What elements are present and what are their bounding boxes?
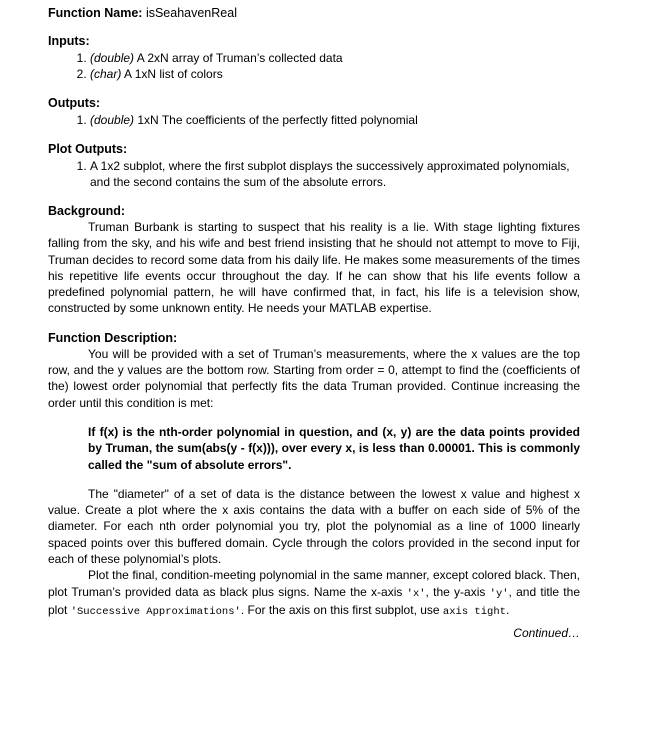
text-run: Plot the final, condition-meeting polynomial in the same manner, except colored black. Then, plot Truman’s provided data as black plus signs. Name the x-axis: [48, 568, 580, 599]
code-y-label: 'y': [489, 587, 509, 600]
plot-outputs-heading: Plot Outputs:: [48, 142, 128, 156]
function-name-line: [48, 6, 580, 20]
function-description-section: [48, 330, 580, 620]
input-text: A 1xN list of colors: [124, 67, 223, 81]
text-run: , and title the plot: [48, 584, 580, 617]
function-name-value: isSeahavenReal: [145, 6, 237, 20]
text-run: , the y-axis: [425, 584, 490, 599]
code-axis-tight: axis tight: [442, 605, 506, 618]
function-name-label: Function Name:: [48, 6, 143, 20]
outputs-list: [48, 112, 580, 128]
continued-note: Continued…: [513, 626, 580, 641]
input-text: A 2xN array of Truman’s collected data: [136, 51, 343, 65]
inputs-heading: Inputs:: [48, 34, 90, 48]
text-run: . For the axis on this first subplot, use: [240, 602, 443, 617]
output-type: (double): [90, 113, 135, 127]
plot-outputs-list: [48, 158, 580, 190]
outputs-section: [48, 95, 580, 128]
input-type: (char): [90, 67, 122, 81]
inputs-list: [48, 50, 580, 82]
text-run: .: [505, 602, 510, 617]
list-item: 1. A 1x2 subplot, where the first subplot displays the successively approximated polynomials, and the second contains the sum of the absolute errors.: [90, 158, 580, 190]
diameter-paragraph: The "diameter" of a set of data is the distance between the lowest x value and highest x value. Create a plot where the x axis contains the data with a buffer on each side of 5% of the diameter. For each nth order polynomial you try, plot the polynomial as a line of 1000 linearly spaced points over this buffered domain. Cycle through the colors provided in the second input for each of these polynomial’s plots.: [48, 486, 580, 567]
list-item: [90, 50, 580, 66]
inputs-section: [48, 33, 580, 82]
list-item: [90, 112, 580, 128]
plot-outputs-section: [48, 141, 580, 190]
outputs-heading: Outputs:: [48, 96, 101, 110]
list-item: [90, 66, 580, 82]
output-text: 1xN The coefficients of the perfectly fitted polynomial: [137, 113, 418, 127]
code-x-label: 'x': [406, 587, 426, 600]
code-title: 'Successive Approximations': [70, 605, 241, 618]
stop-condition: If f(x) is the nth-order polynomial in question, and (x, y) are the data points provided by Truman, the sum(abs(y - f(x))), over every x, is less than 0.00001. This is commonly called the "sum of absolute errors".: [88, 424, 580, 472]
input-type: (double): [90, 51, 135, 65]
final-plot-paragraph: [48, 567, 580, 620]
background-paragraph: Truman Burbank is starting to suspect that his reality is a lie. With stage lighting fixtures falling from the sky, and his wife and best friend insisting that he should not attempt to move to Fiji, Truman decides to record some data from his daily life. He makes some measurements of the times his repetitive life events occur throughout the day. If he can show that his life events follow a predefined polynomial pattern, he will have confirmed that, in fact, his life is a television show, constructed by some unknown entity. He needs your MATLAB expertise.: [48, 220, 580, 316]
function-description-heading: Function Description:: [48, 330, 178, 345]
description-intro: You will be provided with a set of Truman’s measurements, where the x values are the top row, and the y values are the bottom row. Starting from order = 0, attempt to find the (coefficients of the) lowest order polynomial that perfectly fits the data Truman provided. Continue increasing the order until this condition is met:: [48, 346, 580, 410]
background-heading: Background:: [48, 204, 126, 218]
background-section: [48, 203, 580, 317]
